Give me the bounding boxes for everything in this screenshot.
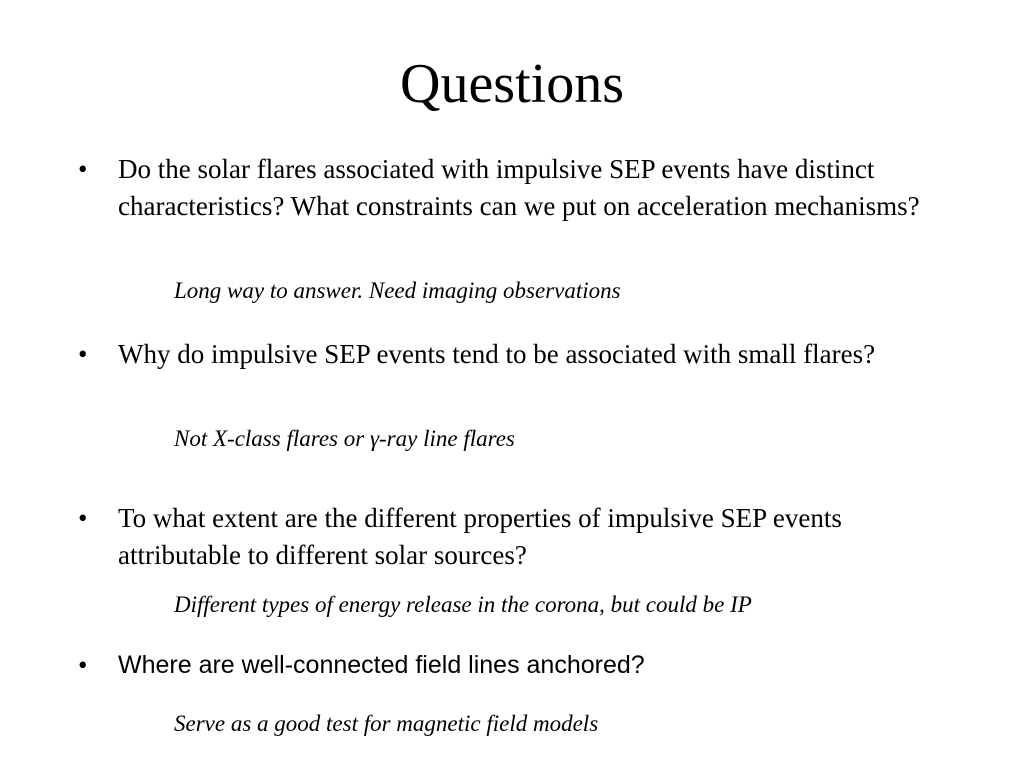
gamma-symbol: γ <box>369 426 380 451</box>
answer-prefix: Not X-class flares or <box>174 426 370 451</box>
slide-title: Questions <box>400 53 624 115</box>
answer-suffix: -ray line flares <box>379 426 515 451</box>
answer-text: Different types of energy release in the corona, but could be IP <box>174 592 752 617</box>
answer-text <box>174 424 515 454</box>
bullet-marker: • <box>78 650 88 680</box>
bullet-marker: • <box>78 503 88 533</box>
bullet-item <box>78 647 998 684</box>
question-text: Why do impulsive SEP events tend to be associated with small flares? <box>118 339 876 369</box>
answer-text: Serve as a good test for magnetic field models <box>174 711 599 736</box>
bullet-marker: • <box>78 154 88 184</box>
bullet-item <box>78 500 878 574</box>
question-text: Do the solar flares associated with impulsive SEP events have distinct characteristics? What constraints can we put on acceleration mechanisms? <box>118 154 920 221</box>
answer-text: Long way to answer. Need imaging observations <box>174 278 621 303</box>
bullet-item <box>78 336 918 373</box>
question-text: To what extent are the different properties of impulsive SEP events attributable to different solar sources? <box>118 503 842 570</box>
bullet-item <box>78 151 958 225</box>
question-text: Where are well-connected field lines anchored? <box>118 651 645 679</box>
bullet-marker: • <box>78 339 88 369</box>
